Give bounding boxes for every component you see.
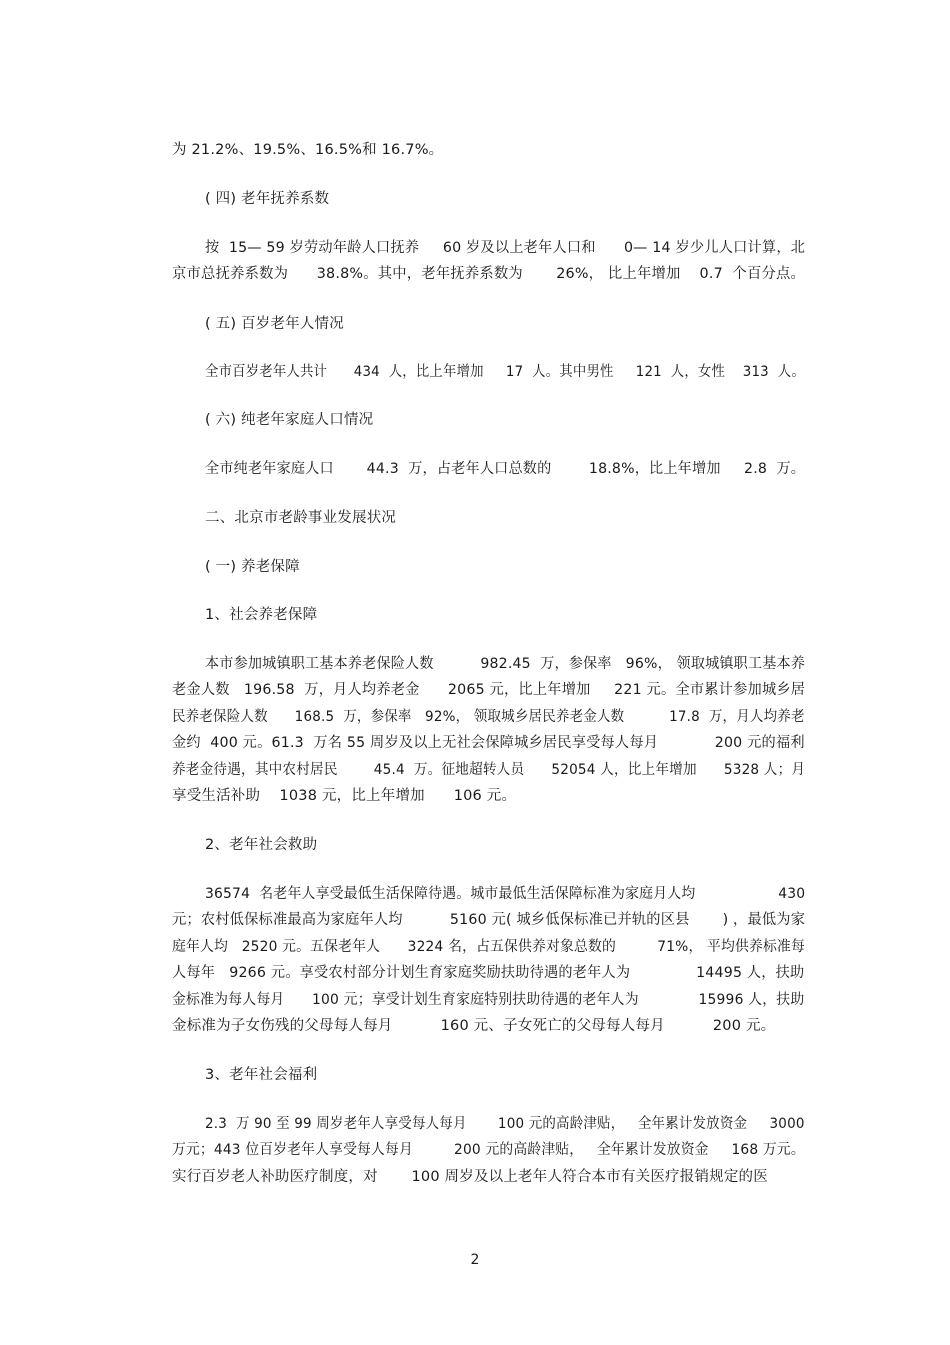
paragraph-line: 36574 名老年人享受最低生活保障待遇。城市最低生活保障标准为家庭月人均 430 <box>205 886 806 902</box>
page-number: 2 <box>470 1252 480 1268</box>
section-heading: 2、老年社会救助 <box>205 837 318 853</box>
paragraph-line: 本市参加城镇职工基本养老保险人数 982.45 万，参保率 96%， 领取城镇职工基本养 <box>205 656 806 672</box>
paragraph-line: 金约 400 元。61.3 万名 55 周岁及以上无社会保障城乡居民享受每人每月 200 元的福利 <box>172 735 805 751</box>
paragraph-line: 享受生活补助 1038 元，比上年增加 106 元。 <box>172 788 517 804</box>
paragraph-line: 庭年人均 2520 元。五保老年人 3224 名，占五保供养对象总数的 71%， 平均供养标准每 <box>172 939 806 955</box>
paragraph-line: 民养老保险人数 168.5 万，参保率 92%， 领取城乡居民养老金人数 17.8 万，月人均养老 <box>172 709 805 725</box>
paragraph-line: 元；农村低保标准最高为家庭年人均 5160 元( 城乡低保标准已并轨的区县 ) ，最低为家 <box>172 912 806 928</box>
section-heading: 3、老年社会福利 <box>205 1067 318 1083</box>
paragraph-line: 按 15— 59 岁劳动年龄人口抚养 60 岁及以上老年人口和 0— 14 岁少儿人口计算，北 <box>205 240 806 256</box>
section-heading: ( 六) 纯老年家庭人口情况 <box>205 412 374 428</box>
paragraph-line: 2.3 万 90 至 99 周岁老年人享受每人每月 100 元的高龄津贴， 全年累计发放资金 3000 <box>205 1116 805 1132</box>
paragraph-line: 万元；443 位百岁老年人享受每人每月 200 元的高龄津贴， 全年累计发放资金 168 万元。 <box>172 1142 805 1158</box>
paragraph-line: 实行百岁老人补助医疗制度，对 100 周岁及以上老年人符合本市有关医疗报销规定的医 <box>172 1169 768 1185</box>
paragraph-line: 老金人数 196.58 万，月人均养老金 2065 元，比上年增加 221 元。全市累计参加城乡居 <box>172 682 806 698</box>
paragraph-line: 人每年 9266 元。享受农村部分计划生育家庭奖励扶助待遇的老年人为 14495 人，扶助 <box>172 965 805 981</box>
section-heading: ( 一) 养老保障 <box>205 559 300 575</box>
section-heading: 二、北京市老龄事业发展状况 <box>205 510 397 526</box>
paragraph-line: 金标准为子女伤残的父母每人每月 160 元、子女死亡的父母每人每月 200 元。 <box>172 1018 776 1034</box>
section-heading: ( 五) 百岁老年人情况 <box>205 316 344 332</box>
paragraph-line: 为 21.2%、19.5%、16.5%和 16.7%。 <box>172 142 444 158</box>
paragraph-line: 金标准为每人每月 100 元；享受计划生育家庭特别扶助待遇的老年人为 15996 人，扶助 <box>172 992 805 1008</box>
paragraph-line: 全市纯老年家庭人口 44.3 万，占老年人口总数的 18.8%，比上年增加 2.8 万。 <box>205 461 806 477</box>
section-heading: 1、社会养老保障 <box>205 607 318 623</box>
paragraph-line: 京市总抚养系数为 38.8%。其中，老年抚养系数为 26%， 比上年增加 0.7 个百分点。 <box>172 266 806 282</box>
paragraph-line: 全市百岁老年人共计 434 人，比上年增加 17 人。其中男性 121 人，女性 313 人。 <box>205 364 805 380</box>
section-heading: ( 四) 老年抚养系数 <box>205 191 330 207</box>
paragraph-line: 养老金待遇，其中农村居民 45.4 万。征地超转人员 52054 人，比上年增加 5328 人；月 <box>172 762 806 778</box>
